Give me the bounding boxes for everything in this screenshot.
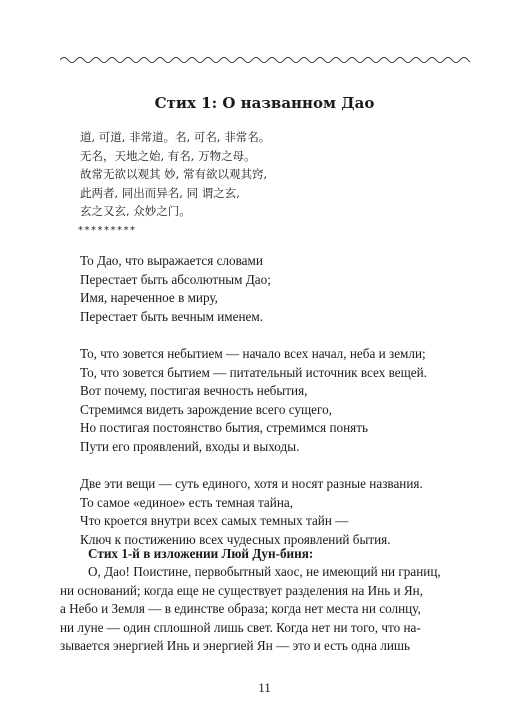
chinese-line: 玄之又玄, 众妙之门。 <box>80 204 191 218</box>
poem-line: Перестает быть вечным именем. <box>80 308 264 324</box>
prose-line: ни оснований; когда еще не существует разделения на Инь и Ян, <box>60 582 424 598</box>
poem-line: Пути его проявлений, входы и выходы. <box>80 438 300 454</box>
prose-line-first: О, Дао! Поистине, первобытный хаос, не имеющий ни границ, <box>88 564 441 579</box>
poem-line: То самое «единое» есть темная тайна, <box>80 494 294 510</box>
page-number: 11 <box>258 680 271 695</box>
chinese-text <box>80 128 480 221</box>
poem-line: Имя, нареченное в миру, <box>80 290 218 306</box>
chinese-line: 道, 可道, 非常道。名, 可名, 非常名。 <box>80 130 271 144</box>
prose-line: ни луне — один сплошной лишь свет. Когда нет ни того, что на- <box>60 619 421 635</box>
chinese-line: 无名，天地之始, 有名, 万物之母。 <box>80 148 256 163</box>
poem-line: Две эти вещи — суть единого, хотя и носят разные названия. <box>80 476 423 492</box>
poem-line: То, что зовется небытием — начало всех начал, неба и земли; <box>80 345 426 361</box>
prose-line: зывается энергией Инь и энергией Ян — это и есть одна лишь <box>60 638 411 654</box>
page-title: Стих 1: О названном Дао <box>154 94 375 112</box>
wavy-divider <box>60 54 470 66</box>
chinese-line: 故常无欲以观其 妙, 常有欲以观其窍, <box>80 167 268 181</box>
poem-line: То Дао, что выражается словами <box>80 253 263 268</box>
translation-poem <box>80 252 490 550</box>
poem-line: Перестает быть абсолютным Дао; <box>80 271 271 287</box>
asterisk-separator: ********* <box>78 225 137 236</box>
poem-line: Вот почему, постигая вечность небытия, <box>80 383 308 399</box>
prose-line: а Небо и Земля — в единстве образа; когда нет места ни солнцу, <box>60 601 421 617</box>
poem-line: Ключ к постижению всех чудесных проявлений бытия. <box>80 531 391 547</box>
poem-line: Стремимся видеть зарождение всего сущего, <box>80 401 332 417</box>
chinese-line: 此两者, 同出而异名, 同 谓之玄, <box>80 185 240 200</box>
poem-line: Что кроется внутри всех самых темных тайн — <box>80 513 349 529</box>
poem-line: Но постигая постоянство бытия, стремимся понять <box>80 420 369 436</box>
section-subheading: Стих 1-й в изложении Люй Дун-биня: <box>88 546 314 561</box>
poem-line: То, что зовется бытием — питательный источник всех вещей. <box>80 364 427 380</box>
